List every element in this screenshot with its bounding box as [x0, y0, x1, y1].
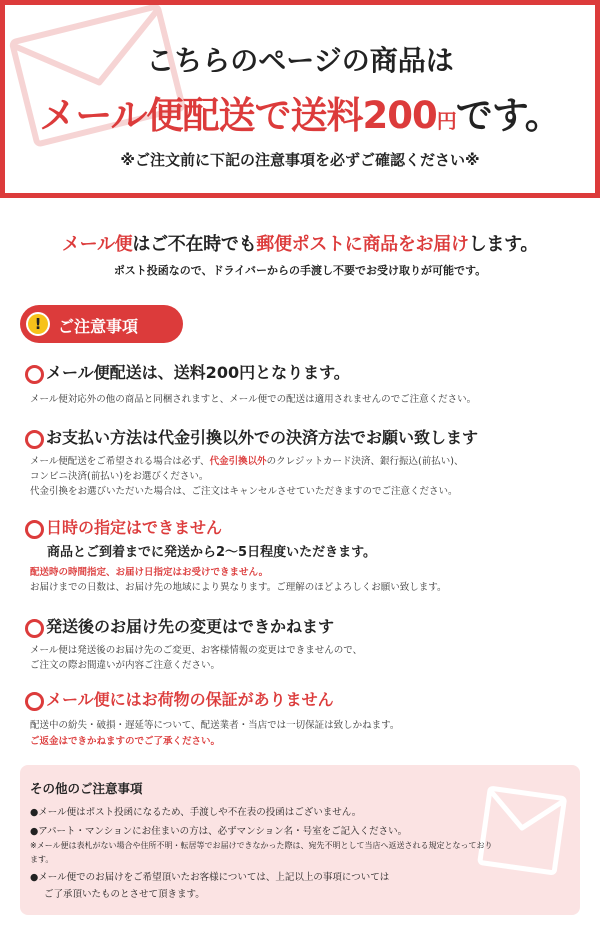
item-datetime-title: 日時の指定はできません — [46, 518, 223, 537]
item-payment-title: お支払い方法は代金引換以外での決済方法でお願い致します — [46, 428, 479, 447]
item-datetime-text-2: お届けまでの日数は、お届け先の地域により異なります。ご理解のほどよろしくお願い致します。 — [30, 582, 447, 593]
other-notes-box — [20, 765, 580, 915]
header-shipping-price: メール便配送で送料200円です。 — [39, 94, 561, 137]
caution-heading-label: ご注意事項 — [58, 317, 139, 336]
other-notes-title: その他のご注意事項 — [30, 781, 143, 796]
item-no-guarantee-title: メール便にはお荷物の保証がありません — [46, 690, 334, 709]
other-note-4: ●メール便でのお届けをご希望頂いたお客様については、上記以上の事項については — [30, 872, 390, 883]
item-no-guarantee-text-1: 配送中の紛失・破損・遅延等について、配送業者・当店では一切保証は致しかねます。 — [30, 720, 400, 731]
intro-subtext: ポスト投函なので、ドライバーからの手渡し不要でお受け取りが可能です。 — [113, 264, 487, 277]
circle-bullet-icon — [25, 430, 44, 449]
item-shipping-fee-title: メール便配送は、送料200円となります。 — [46, 363, 350, 382]
item-address-change-title: 発送後のお届け先の変更はできかねます — [46, 617, 335, 636]
header-notice: ※ご注文前に下記の注意事項を必ずご確認ください※ — [120, 151, 480, 169]
header-title: こちらのページの商品は — [146, 44, 454, 77]
other-note-3-cont: ます。 — [30, 855, 54, 864]
circle-bullet-icon — [25, 520, 44, 539]
item-payment-text-3: 代金引換をお選びいただいた場合は、ご注文はキャンセルさせていただきますのでご注意ください。 — [30, 486, 458, 497]
caution-heading — [20, 305, 183, 343]
item-datetime-text-1: 配送時の時間指定、お届け日指定はお受けできません。 — [30, 567, 269, 578]
item-payment-text-1: メール便配送をご希望される場合は必ず、代金引換以外のクレジットカード決済、銀行振込(前払い)、 — [30, 456, 464, 467]
warning-icon: ! — [26, 312, 50, 336]
item-no-guarantee-text-2: ご返金はできかねますのでご了承ください。 — [30, 736, 221, 747]
other-note-4-cont: ご了承頂いたものとさせて頂きます。 — [44, 889, 205, 900]
other-note-3: ※メール便は表札がない場合や住所不明・転居等でお届けできなかった際は、宛先不明として当店へ返送される規定となっており — [30, 841, 493, 850]
item-payment-text-2: コンビニ決済(前払い)をお選びください。 — [30, 471, 209, 482]
circle-bullet-icon — [25, 619, 44, 638]
item-datetime-subtitle: 商品とご到着までに発送から2〜5日程度いただきます。 — [47, 545, 377, 560]
intro-headline: メール便はご不在時でも郵便ポストに商品をお届けします。 — [61, 234, 539, 255]
header-banner — [0, 0, 600, 198]
other-note-1: ●メール便はポスト投函になるため、手渡しや不在表の投函はございません。 — [30, 807, 362, 818]
circle-bullet-icon — [25, 692, 44, 711]
item-address-change-text-1: メール便は発送後のお届け先のご変更、お客様情報の変更はできませんので、 — [30, 645, 363, 656]
other-note-2: ●アパート・マンションにお住まいの方は、必ずマンション名・号室をご記入ください。 — [30, 826, 408, 837]
envelope-icon — [475, 773, 570, 883]
item-address-change-text-2: ご注文の際お間違いが内容ご注意ください。 — [30, 660, 221, 671]
item-shipping-fee-text: メール便対応外の他の商品と同梱されますと、メール便での配送は適用されませんのでご注意ください。 — [30, 394, 477, 405]
circle-bullet-icon — [25, 365, 44, 384]
